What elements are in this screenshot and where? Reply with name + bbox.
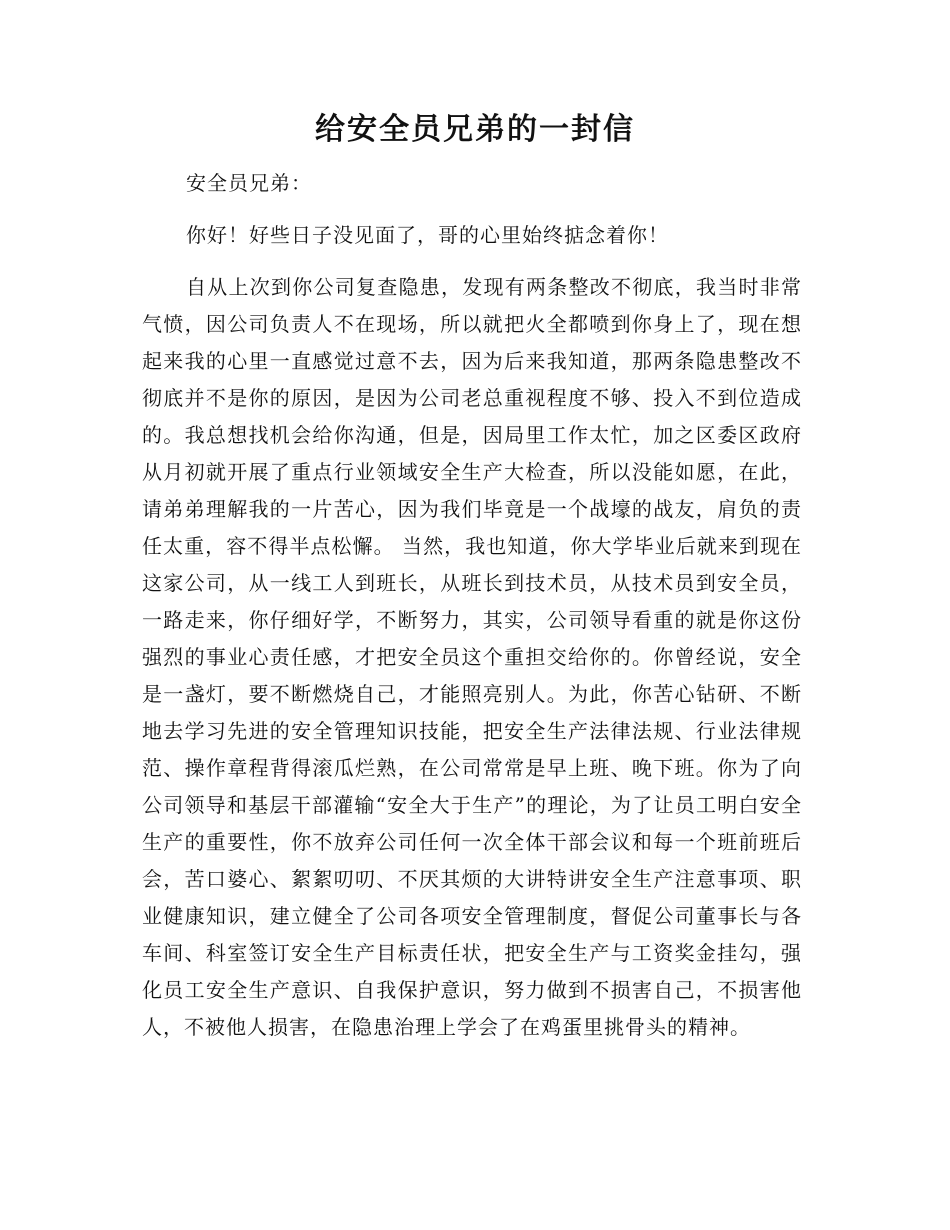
document-title: 给安全员兄弟的一封信 — [315, 112, 635, 147]
letter-body — [142, 165, 802, 1046]
letter-intro: 你好！好些日子没见面了，哥的心里始终掂念着你！ — [186, 223, 669, 247]
letter-greeting: 安全员兄弟： — [186, 171, 312, 195]
letter-main-paragraph: 自从上次到你公司复查隐患，发现有两条整改不彻底，我当时非常气愤，因公司负责人不在现场，所以就把火全都喷到你身上了，现在想起来我的心里一直感觉过意不去，因为后来我知道，那两条隐患整改不彻底并不是你的原因，是因为公司老总重视程度不够、投入不到位造成的。我总想找机会给你沟通，但是，因局里工作太忙，加之区委区政府从月初就开展了重点行业领域安全生产大检查，所以没能如愿，在此，请弟弟理解我的一片苦心，因为我们毕竟是一个战壕的战友，肩负的责任太重，容不得半点松懈。 当然，我也知道，你大学毕业后就来到现在这家公司，从一线工人到班长，从班长到技术员，从技术员到安全员，一路走来，你仔细好学，不断努力，其实，公司领导看重的就是你这份强烈的事业心责任感，才把安全员这个重担交给你的。你曾经说，安全是一盏灯，要不断燃烧自己，才能照亮别人。为此，你苦心钻研、不断地去学习先进的安全管理知识技能，把安全生产法律法规、行业法律规范、操作章程背得滚瓜烂熟，在公司常常是早上班、晚下班。你为了向公司领导和基层干部灌输“安全大于生产”的理论，为了让员工明白安全生产的重要性，你不放弃公司任何一次全体干部会议和每一个班前班后会，苦口婆心、絮絮叨叨、不厌其烦的大讲特讲安全生产注意事项、职业健康知识，建立健全了公司各项安全管理制度，督促公司董事长与各车间、科室签订安全生产目标责任状，把安全生产与工资奖金挂勾，强化员工安全生产意识、自我保护意识，努力做到不损害自己，不损害他人，不被他人损害，在隐患治理上学会了在鸡蛋里挑骨头的精神。 — [142, 275, 802, 1039]
